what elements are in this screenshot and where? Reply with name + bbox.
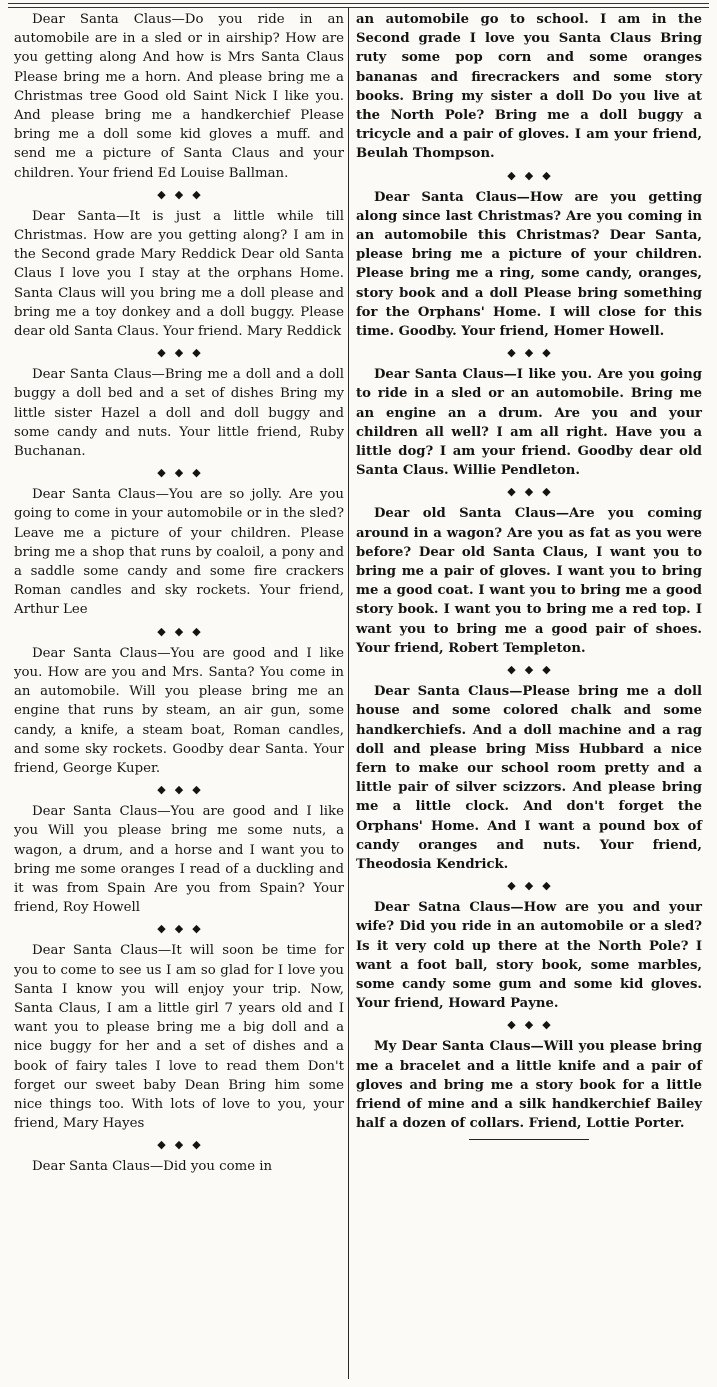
separator-ornament: ◆◆◆ [157,346,210,360]
separator-ornament: ◆◆◆ [157,783,210,797]
column-divider [348,8,349,1379]
separator-ornament: ◆◆◆ [507,1018,560,1032]
letter-robert-templeton: Dear old Santa Claus—Are you coming around in a wagon? Are you as fat as you were before? Dear old Santa Claus, I want you to bring me a pair of gloves. I want you to bring me a good coat. I want you to bring me a good story book. I want you to bring me a red top. I want you to bring me a good pair of shoes. Your friend, Robert Templeton. [356,506,702,656]
letter-arthur-lee: Dear Santa Claus—You are so jolly. Are you going to come in your automobile or in the sled? Leave me a picture of your children. Please bring me a shop that runs by coaloil, a pony and a saddle some candy and some fire crackers Roman candles and sky rockets. Your friend, Arthur Lee [14,487,344,618]
separator-ornament: ◆◆◆ [507,485,560,499]
letter-howard-payne: Dear Satna Claus—How are you and your wife? Did you ride in an automobile or a sled? Is it very cold up there at the North Pole? I want a foot ball, story book, some marbles, some candy some gum and some kid gloves. Your friend, Howard Payne. [356,900,702,1012]
letter-ed-louise-ballman: Dear Santa Claus—Do you ride in an automobile are in a sled or in airship? How are you getting along And how is Mrs Santa Claus Please bring me a horn. And please bring me a Christmas tree Good old Saint Nick I like you. And please bring me a handkerchief Please bring me a doll some kid gloves a muff. and send me a picture of Santa Claus and your children. Your friend Ed Louise Ballman. [14,12,344,181]
end-rule [469,1139,589,1140]
top-rule [8,3,709,8]
letter-beulah-thompson-start: Dear Santa Claus—Did you come in [32,1159,273,1175]
separator-ornament: ◆◆◆ [507,879,560,893]
separator-ornament: ◆◆◆ [157,624,210,638]
separator-ornament: ◆◆◆ [157,466,210,480]
letter-beulah-thompson-cont: an automobile go to school. I am in the Second grade I love you Santa Claus Bring ruty some pop corn and some oranges bananas and firecrackers and some story books. Bring my sister a doll Do you live at the North Pole? Bring me a doll buggy a tricycle and a pair of gloves. I am your friend, Beulah Thompson. [356,12,702,162]
letter-willie-pendleton: Dear Santa Claus—I like you. Are you going to ride in a sled or an automobile. Bring me an engine an a drum. Are you and your children all well? I am all right. Have you a little dog? I am your friend. Goodby dear old Santa Claus. Willie Pendleton. [356,367,702,479]
separator-ornament: ◆◆◆ [157,1138,210,1152]
letter-george-kuper: Dear Santa Claus—You are good and I like you. How are you and Mrs. Santa? You come in an automobile. Will you please bring me an engine that runs by steam, an air gun, some candy, a knife, a steam boat, Roman candles, and some sky rockets. Goodby dear Santa. Your friend, George Kuper. [14,645,344,776]
separator-ornament: ◆◆◆ [157,922,210,936]
letter-mary-reddick: Dear Santa—It is just a little while till Christmas. How are you getting along? I am in the Second grade Mary Reddick Dear old Santa Claus I love you I stay at the orphans Home. Santa Claus will you bring me a doll please and bring me a toy donkey and a doll buggy. Please dear old Santa Claus. Your friend. Mary Reddick [14,208,344,340]
separator-ornament: ◆◆◆ [157,187,210,201]
right-column [356,10,702,1383]
letter-lottie-porter: My Dear Santa Claus—Will you please bring me a bracelet and a little knife and a pair of gloves and bring me a story book for a little friend of mine and a silk handkerchief Bailey half a dozen of collars. Friend, Lottie Porter. [356,1039,702,1132]
letter-homer-howell: Dear Santa Claus—How are you getting along since last Christmas? Are you coming in an automobile this Christmas? Dear Santa, please bring me a picture of your children. Please bring me a ring, some candy, oranges, story book and a doll Please bring something for the Orphans' Home. I will close for this time. Goodby. Your friend, Homer Howell. [356,189,702,340]
separator-ornament: ◆◆◆ [507,663,560,677]
letter-mary-hayes: Dear Santa Claus—It will soon be time for you to come to see us I am so glad for I love you Santa I know you will enjoy your trip. Now, Santa Claus, I am a little girl 7 years old and I want you to please bring me a big doll and a nice buggy for her and a set of dishes and a book of fairy tales I love to read them Don't forget our sweet baby Dean Bring him some nice things too. With lots of love to you, your friend, Mary Hayes [14,943,344,1132]
separator-ornament: ◆◆◆ [507,168,560,182]
separator-ornament: ◆◆◆ [507,346,560,360]
letter-theodosia-kendrick: Dear Santa Claus—Please bring me a doll house and some colored chalk and some handkerchiefs. And a doll machine and a rag doll and please bring Miss Hubbard a nice fern to make our school room pretty and a little pair of silver scizzors. And please bring me a little clock. And don't forget the Orphans' Home. And I want a pound box of candy oranges and nuts. Your friend, Theodosia Kendrick. [356,684,702,872]
letter-ruby-buchanan: Dear Santa Claus—Bring me a doll and a doll buggy a doll bed and a set of dishes Bring my little sister Hazel a doll and doll buggy and some candy and nuts. Your little friend, Ruby Buchanan. [14,367,344,460]
left-column [14,10,344,1383]
letter-roy-howell: Dear Santa Claus—You are good and I like you Will you please bring me some nuts, a wagon, a drum, and a horse and I want you to bring me some oranges I read of a duckling and it was from Spain Are you from Spain? Your friend, Roy Howell [14,804,344,916]
